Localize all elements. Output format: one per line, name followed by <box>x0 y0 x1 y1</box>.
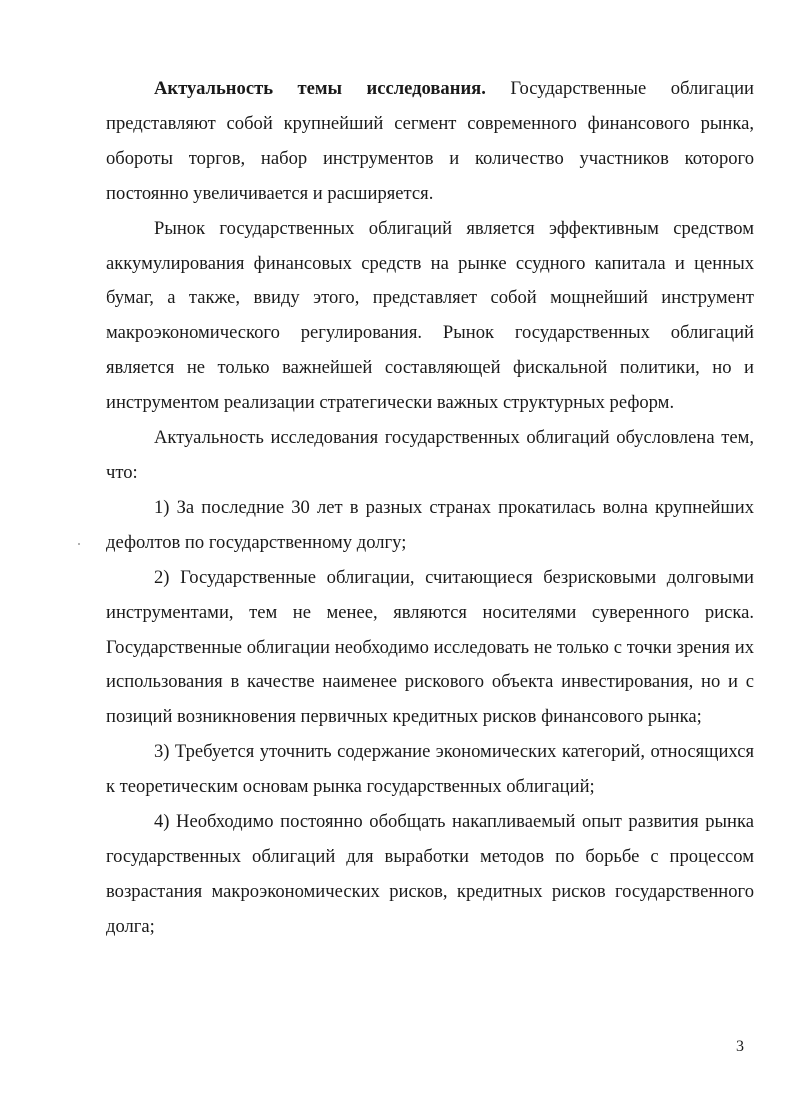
list-item-4: 4) Необходимо постоянно обобщать накапливаемый опыт развития рынка государственных облигаций для выработки методов по борьбе с процессом возрастания макроэкономических рисков, кредитных рисков государственного долга; <box>106 811 754 937</box>
page-number: 3 <box>736 1038 744 1055</box>
body-text <box>106 72 754 945</box>
scan-speck <box>78 543 80 545</box>
paragraph-text: Государственные облигации представляют собой крупнейший сегмент современного финансового рынка, обороты торгов, набор инструментов и количество участников которого постоянно увеличивается и расширяется. <box>106 78 754 204</box>
paragraph-intro-list: Актуальность исследования государственных облигаций обусловлена тем, что: <box>106 427 754 483</box>
list-item-1: 1) За последние 30 лет в разных странах прокатилась волна крупнейших дефолтов по государственному долгу; <box>106 496 754 553</box>
paragraph-market: Рынок государственных облигаций является эффективным средством аккумулирования финансовых средств на рынке ссудного капитала и ценных бумаг, а также, ввиду этого, представляет собой мощнейший инструмент макроэкономического регулирования. Рынок государственных облигаций является не только важнейшей составляющей фискальной политики, но и инструментом реализации стратегически важных структурных реформ. <box>106 217 754 414</box>
paragraph-relevance <box>106 72 754 212</box>
list-item-3: 3) Требуется уточнить содержание экономических категорий, относящихся к теоретическим основам рынка государственных облигаций; <box>106 741 754 798</box>
paragraph-lead-heading: Актуальность темы исследования. <box>154 78 486 99</box>
list-item-2: 2) Государственные облигации, считающиеся безрисковыми долговыми инструментами, тем не менее, являются носителями суверенного риска. Государственные облигации необходимо исследовать не только с точки зрения их использования в качестве наименее рискового объекта инвестирования, но и с позиций возникновения первичных кредитных рисков финансового рынка; <box>106 566 754 728</box>
